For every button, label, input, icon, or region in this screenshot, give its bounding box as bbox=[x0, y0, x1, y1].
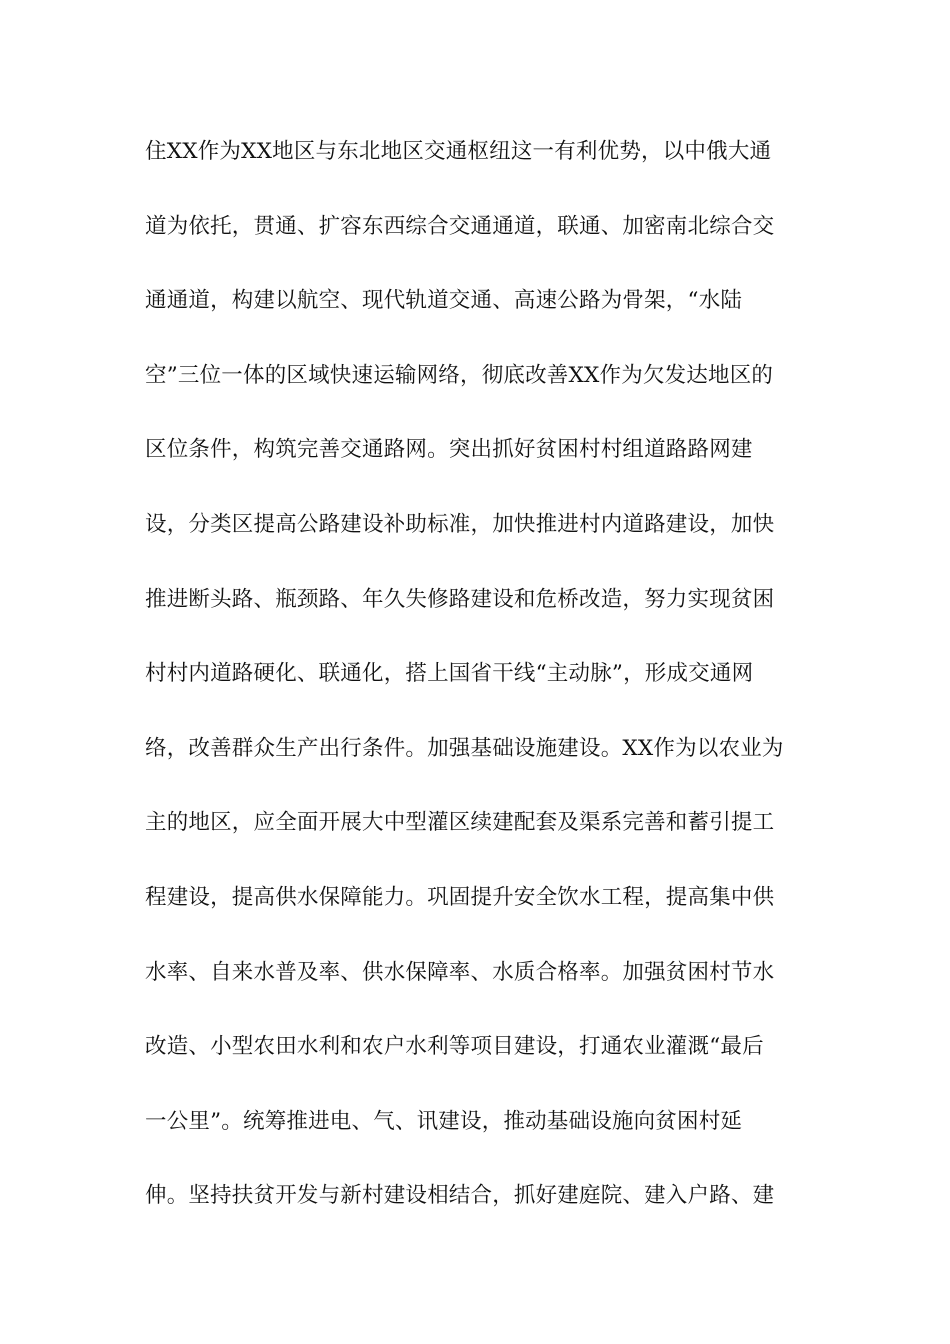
text-line: 通通道，构建以航空、现代轨道交通、高速公路为骨架，“水陆 bbox=[145, 288, 743, 314]
text-line: 程建设，提高供水保障能力。巩固提升安全饮水工程，提高集中供 bbox=[145, 884, 775, 910]
text-line: 空”三位一体的区域快速运输网络，彻底改善XX作为欠发达地区的 bbox=[145, 362, 774, 388]
text-line: 道为依托，贯通、扩容东西综合交通通道，联通、加密南北综合交 bbox=[145, 213, 775, 239]
text-line: 住XX作为XX地区与东北地区交通枢纽这一有利优势，以中俄大通 bbox=[145, 139, 772, 164]
text-line: 区位条件，构筑完善交通路网。突出抓好贫困村村组道路路网建 bbox=[145, 437, 753, 463]
text-line: 设，分类区提高公路建设补助标准，加快推进村内道路建设，加快 bbox=[145, 511, 775, 537]
text-line: 水率、自来水普及率、供水保障率、水质合格率。加强贫困村节水 bbox=[145, 959, 775, 985]
text-line: 一公里”。统筹推进电、气、讯建设，推动基础设施向贫困村延 bbox=[145, 1108, 743, 1134]
text-line: 村村内道路硬化、联通化，搭上国省干线“主动脉”，形成交通网 bbox=[145, 661, 754, 687]
text-line: 改造、小型农田水利和农户水利等项目建设，打通农业灌溉“最后 bbox=[145, 1034, 764, 1060]
text-line: 主的地区，应全面开展大中型灌区续建配套及渠系完善和蓄引提工 bbox=[145, 810, 775, 836]
text-line: 推进断头路、瓶颈路、年久失修路建设和危桥改造，努力实现贫困 bbox=[145, 586, 775, 612]
body-paragraph bbox=[145, 132, 810, 1251]
text-line: 伸。坚持扶贫开发与新村建设相结合，抓好建庭院、建入户路、建 bbox=[145, 1183, 775, 1209]
text-line: 络，改善群众生产出行条件。加强基础设施建设。XX作为以农业为 bbox=[145, 735, 784, 761]
